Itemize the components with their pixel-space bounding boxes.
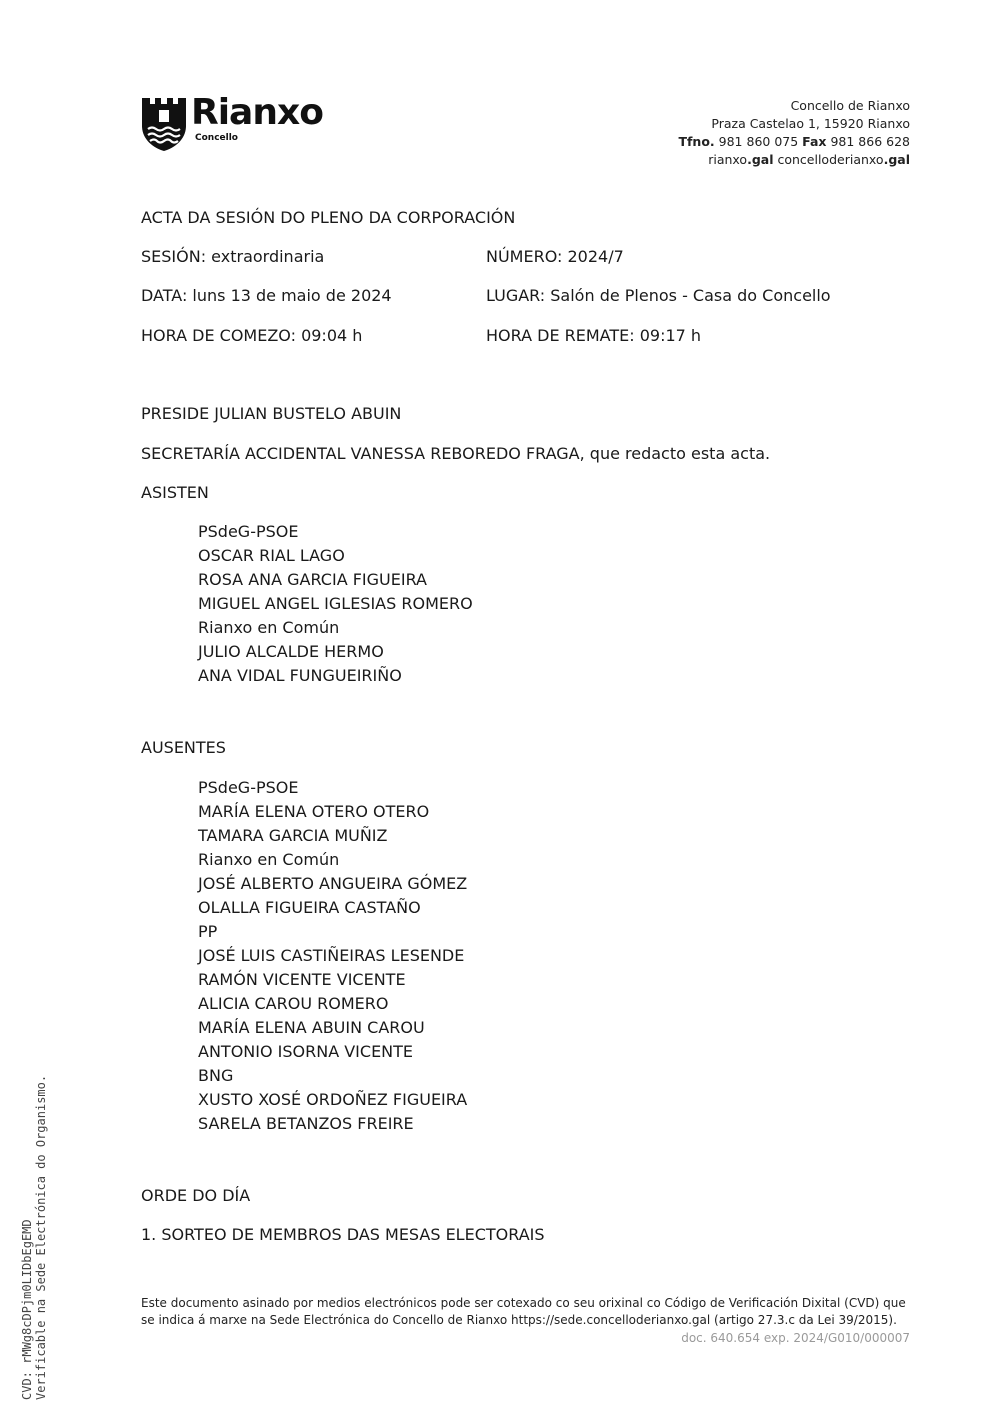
start-time: HORA DE COMEZO: 09:04 h xyxy=(141,326,363,345)
contact-address: Praza Castelao 1, 15920 Rianxo xyxy=(711,116,910,131)
ausentes-item: OLALLA FIGUEIRA CASTAÑO xyxy=(198,898,421,917)
ausentes-item: MARÍA ELENA OTERO OTERO xyxy=(198,802,430,821)
asisten-item: OSCAR RIAL LAGO xyxy=(198,546,345,565)
ausentes-item: Rianxo en Común xyxy=(198,850,340,869)
asisten-item: PSdeG-PSOE xyxy=(198,522,299,541)
castle-shield-icon xyxy=(141,96,187,152)
session-date: DATA: luns 13 de maio de 2024 xyxy=(141,286,392,305)
secretaria: SECRETARÍA ACCIDENTAL VANESSA REBOREDO FRAGA, que redacto esta acta. xyxy=(141,444,771,463)
logo-wordmark: Rianxo xyxy=(191,92,323,133)
session-number: NÚMERO: 2024/7 xyxy=(486,247,624,266)
asisten-item: MIGUEL ANGEL IGLESIAS ROMERO xyxy=(198,594,473,613)
asisten-label: ASISTEN xyxy=(141,483,209,502)
ausentes-item: TAMARA GARCIA MUÑIZ xyxy=(198,826,388,845)
ausentes-list xyxy=(198,776,467,1136)
ausentes-item: PSdeG-PSOE xyxy=(198,778,299,797)
fax-number: 981 866 628 xyxy=(830,134,910,149)
concello-logo xyxy=(141,92,351,152)
ausentes-item: XUSTO XOSÉ ORDOÑEZ FIGUEIRA xyxy=(198,1090,468,1109)
ausentes-item: JOSÉ ALBERTO ANGUEIRA GÓMEZ xyxy=(198,874,468,893)
ausentes-item: RAMÓN VICENTE VICENTE xyxy=(198,970,406,989)
side-margin xyxy=(0,0,48,1414)
contact-web xyxy=(678,151,910,169)
footer-verification-text: Este documento asinado por medios electrónicos pode ser cotexado co seu orixinal co Código de Verificación Dixital (CVD) que se indica á marxe na Sede Electrónica do Concello de Rianxo https://sede.concelloderianxo.gal (artigo 27.3.c da Lei 39/2015). xyxy=(141,1296,906,1327)
document-reference: doc. 640.654 exp. 2024/G010/000007 xyxy=(681,1331,910,1345)
web2-prefix: concelloderianxo xyxy=(777,152,884,167)
cvd-code: CVD: rMWg8cDPjm0LIDbEgEMD xyxy=(20,1219,34,1400)
asisten-item: ROSA ANA GARCIA FIGUEIRA xyxy=(198,570,427,589)
ausentes-item: BNG xyxy=(198,1066,234,1085)
asisten-item: JULIO ALCALDE HERMO xyxy=(198,642,384,661)
web2-suffix: .gal xyxy=(883,152,910,167)
ausentes-item: ANTONIO ISORNA VICENTE xyxy=(198,1042,414,1061)
ausentes-item: JOSÉ LUIS CASTIÑEIRAS LESENDE xyxy=(198,946,465,965)
asisten-list xyxy=(198,520,473,688)
session-type: SESIÓN: extraordinaria xyxy=(141,247,325,266)
orde-item-1: 1. SORTEO DE MEMBROS DAS MESAS ELECTORAIS xyxy=(141,1225,545,1244)
ausentes-item: MARÍA ELENA ABUIN CAROU xyxy=(198,1018,425,1037)
orde-label: ORDE DO DÍA xyxy=(141,1186,251,1205)
ausentes-item: PP xyxy=(198,922,218,941)
tel-number: 981 860 075 xyxy=(718,134,799,149)
document-title: ACTA DA SESIÓN DO PLENO DA CORPORACIÓN xyxy=(141,208,516,227)
ausentes-label: AUSENTES xyxy=(141,738,226,757)
tel-label: Tfno. xyxy=(678,134,715,149)
contact-name: Concello de Rianxo xyxy=(790,98,910,113)
side-cvd-text xyxy=(20,1075,48,1400)
contact-phones xyxy=(678,133,910,151)
verify-note: Verificable na Sede Electrónica do Organismo. xyxy=(34,1074,48,1400)
contact-block xyxy=(678,97,910,169)
web1-suffix: .gal xyxy=(747,152,774,167)
preside: PRESIDE JULIAN BUSTELO ABUIN xyxy=(141,404,402,423)
fax-label: Fax xyxy=(802,134,827,149)
web1-prefix: rianxo xyxy=(708,152,748,167)
ausentes-item: SARELA BETANZOS FREIRE xyxy=(198,1114,414,1133)
asisten-item: Rianxo en Común xyxy=(198,618,340,637)
logo-subtitle: Concello xyxy=(195,133,238,143)
session-place: LUGAR: Salón de Plenos - Casa do Concello xyxy=(486,286,831,305)
ausentes-item: ALICIA CAROU ROMERO xyxy=(198,994,389,1013)
end-time: HORA DE REMATE: 09:17 h xyxy=(486,326,702,345)
asisten-item: ANA VIDAL FUNGUEIRIÑO xyxy=(198,666,402,685)
